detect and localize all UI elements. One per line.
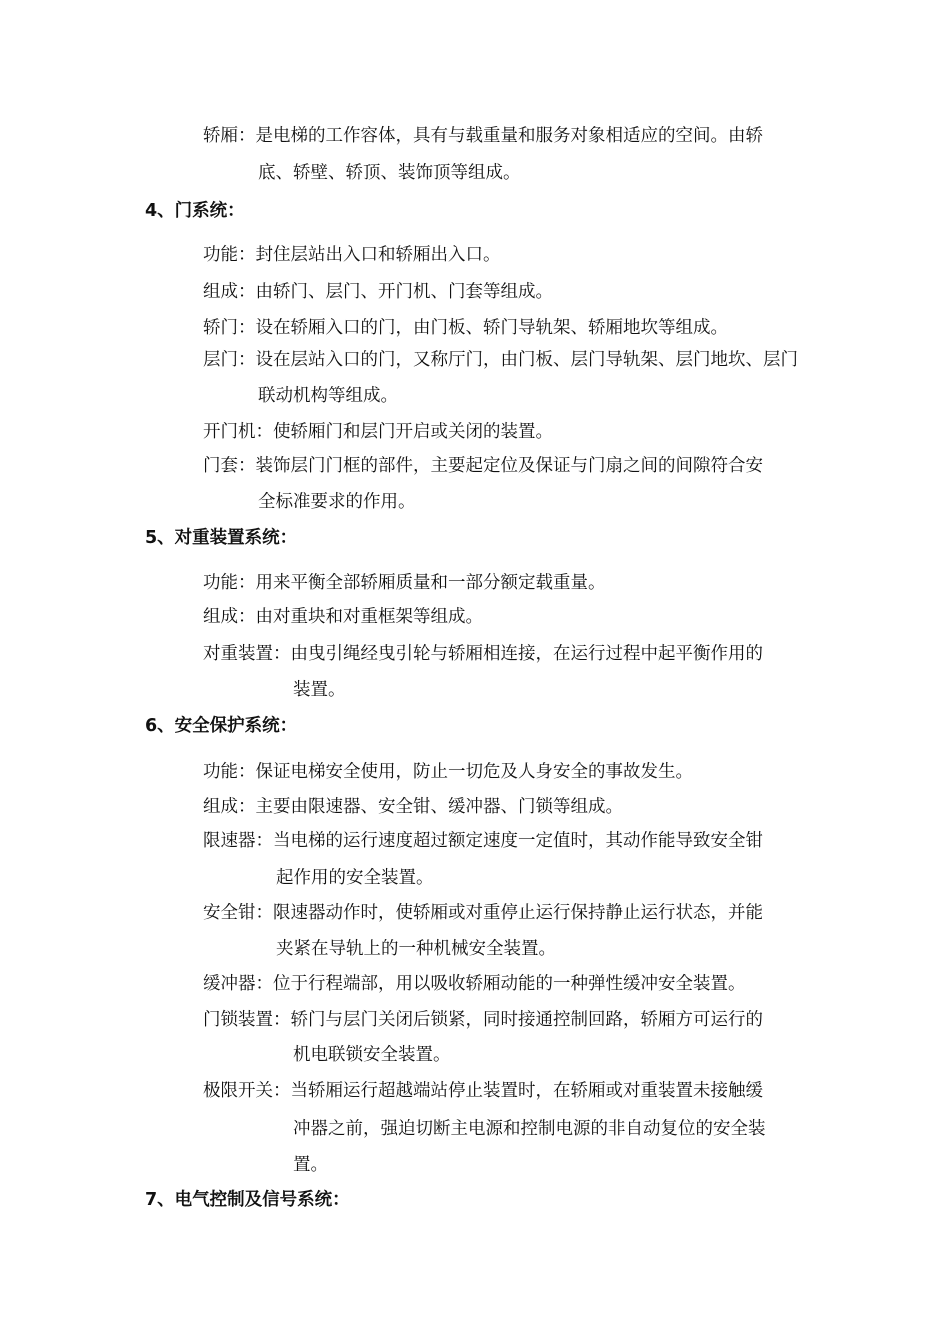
door-car-door: 轿门：设在轿厢入口的门，由门板、轿门导轨架、轿厢地坎等组成。 [203, 318, 728, 338]
safety-governor-line1: 限速器：当电梯的运行速度超过额定速度一定值时，其动作能导致安全钳 [203, 831, 763, 851]
door-operator: 开门机：使轿厢门和层门开启或关闭的装置。 [203, 422, 553, 442]
safety-function: 功能：保证电梯安全使用，防止一切危及人身安全的事故发生。 [203, 762, 693, 782]
door-function: 功能：封住层站出入口和轿厢出入口。 [203, 245, 501, 265]
door-landing-door-line2: 联动机构等组成。 [258, 386, 398, 406]
section-heading-electrical: 7、电气控制及信号系统： [145, 1190, 350, 1210]
door-landing-door-line1: 层门：设在层站入口的门，又称厅门，由门板、层门导轨架、层门地坎、层门 [203, 350, 798, 370]
safety-door-lock-line2: 机电联锁安全装置。 [293, 1045, 451, 1065]
section-heading-counterweight: 5、对重装置系统： [145, 528, 298, 548]
door-frame-line1: 门套：装饰层门门框的部件，主要起定位及保证与门扇之间的间隙符合安 [203, 456, 763, 476]
counterweight-function: 功能：用来平衡全部轿厢质量和一部分额定载重量。 [203, 573, 606, 593]
safety-composition: 组成：主要由限速器、安全钳、缓冲器、门锁等组成。 [203, 797, 623, 817]
paragraph-car-line2: 底、轿壁、轿顶、装饰顶等组成。 [258, 163, 521, 183]
door-composition: 组成：由轿门、层门、开门机、门套等组成。 [203, 282, 553, 302]
door-frame-line2: 全标准要求的作用。 [258, 492, 416, 512]
paragraph-car-line1: 轿厢：是电梯的工作容体，具有与载重量和服务对象相适应的空间。由轿 [203, 126, 763, 146]
section-heading-door-system: 4、门系统： [145, 201, 245, 221]
safety-buffer: 缓冲器：位于行程端部，用以吸收轿厢动能的一种弹性缓冲安全装置。 [203, 974, 746, 994]
safety-limit-switch-line2: 冲器之前，强迫切断主电源和控制电源的非自动复位的安全装 [293, 1119, 766, 1139]
counterweight-device-line2: 装置。 [293, 680, 346, 700]
safety-limit-switch-line1: 极限开关：当轿厢运行超越端站停止装置时，在轿厢或对重装置未接触缓 [203, 1081, 763, 1101]
safety-door-lock-line1: 门锁装置：轿门与层门关闭后锁紧，同时接通控制回路，轿厢方可运行的 [203, 1010, 763, 1030]
counterweight-device-line1: 对重装置：由曳引绳经曳引轮与轿厢相连接，在运行过程中起平衡作用的 [203, 644, 763, 664]
safety-gear-line2: 夹紧在导轨上的一种机械安全装置。 [276, 939, 556, 959]
counterweight-composition: 组成：由对重块和对重框架等组成。 [203, 607, 483, 627]
safety-limit-switch-line3: 置。 [293, 1155, 328, 1175]
section-heading-safety: 6、安全保护系统： [145, 716, 298, 736]
safety-governor-line2: 起作用的安全装置。 [276, 868, 434, 888]
safety-gear-line1: 安全钳：限速器动作时，使轿厢或对重停止运行保持静止运行状态，并能 [203, 903, 763, 923]
